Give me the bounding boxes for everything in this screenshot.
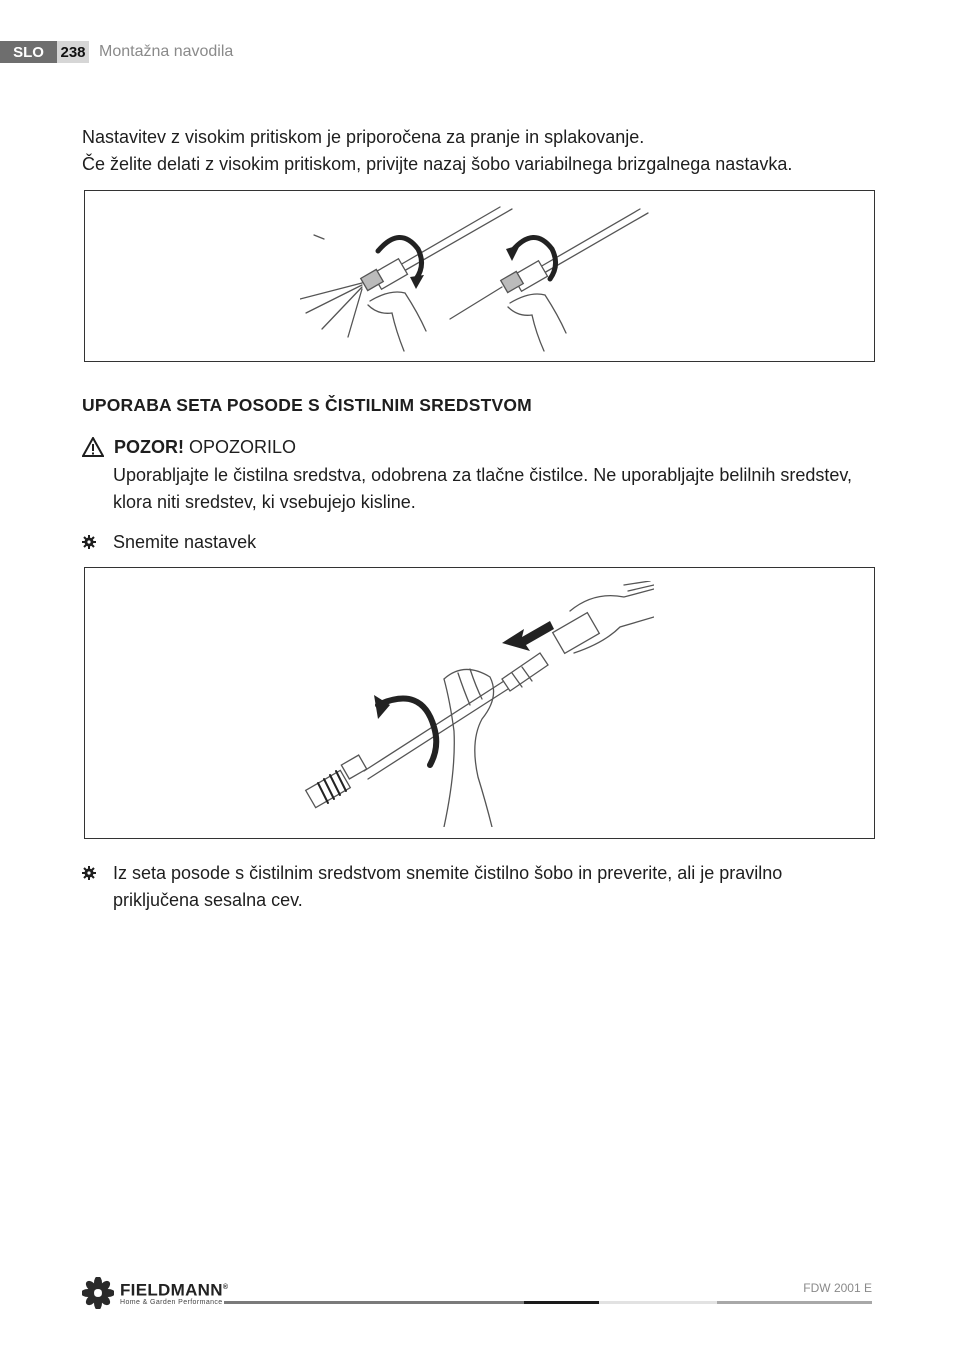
warning-triangle-icon [82,437,104,457]
footer-bar-segment [599,1301,717,1304]
warning-heading [82,434,296,460]
remove-attachment-illustration [304,581,654,827]
section-title: UPORABA SETA POSODE S ČISTILNIM SREDSTVOM [82,395,532,415]
warning-sublabel: OPOZORILO [189,437,297,457]
figure-remove-attachment [84,567,875,839]
footer-bar-segment [524,1301,599,1304]
gear-bullet-icon [82,866,96,880]
page-number: 238 [57,41,89,63]
brand-tagline: Home & Garden Performance [120,1298,223,1306]
footer-bar-segment [717,1301,872,1304]
language-tab: SLO [0,41,57,63]
brand-logo [82,1277,228,1309]
warning-text: Uporabljajte le čistilna sredstva, odobrena za tlačne čistilce. Ne uporabljajte belilnih sredstev, klora niti sredstev, ki vsebujejo kisline. [113,465,853,512]
footer-bar-segment [224,1301,524,1304]
figure-nozzle-rotation [84,190,875,362]
document-title: Montažna navodila [99,43,234,60]
step-item [82,860,873,914]
intro-line-1: Nastavitev z visokim pritiskom je priporočena za pranje in splakovanje. [82,127,645,147]
warning-label: POZOR! [114,437,184,457]
step-text: Iz seta posode s čistilnim sredstvom snemite čistilno šobo in preverite, ali je pravilno priključena sesalna cev. [113,863,783,910]
fieldmann-flower-icon [82,1277,114,1309]
step-text: Snemite nastavek [113,532,257,552]
page-header [0,41,233,63]
gear-bullet-icon [82,535,96,549]
nozzle-rotation-illustration [300,205,650,353]
step-item [82,529,873,556]
brand-name: FIELDMANN® [120,1280,229,1300]
intro-line-2: Če želite delati z visokim pritiskom, privijte nazaj šobo variabilnega brizgalnega nastavka. [82,154,793,174]
model-number: FDW 2001 E [803,1281,872,1295]
